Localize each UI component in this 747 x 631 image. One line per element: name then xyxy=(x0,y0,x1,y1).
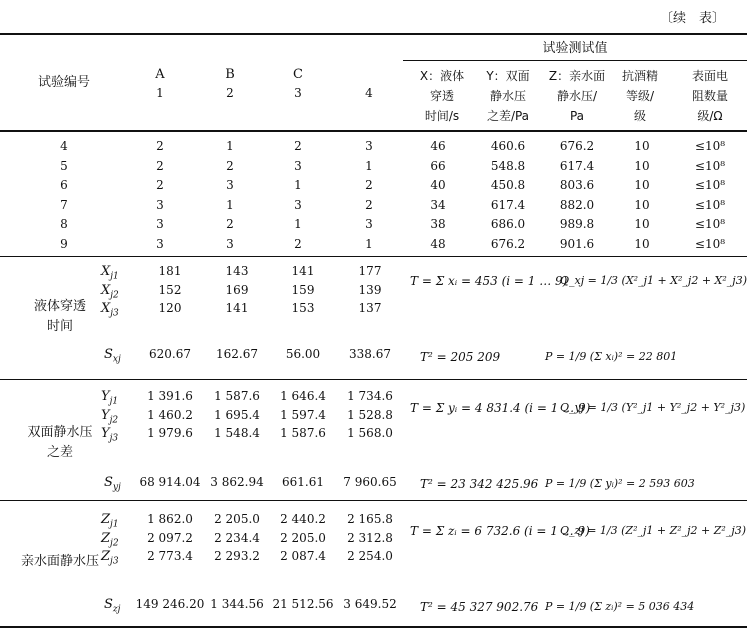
measure-x: 34 xyxy=(430,197,446,212)
continued-label: 〔续 表〕 xyxy=(660,11,726,26)
factor-level: 1 xyxy=(294,178,302,192)
measure-x: 48 xyxy=(430,236,446,251)
section-label: 亲水面静水压 xyxy=(20,554,100,569)
formula-total: T = Σ zᵢ = 6 732.6 (i = 1 … 9) xyxy=(410,524,590,538)
factor-level: 3 xyxy=(156,197,164,212)
level-sum: 141 xyxy=(225,301,249,315)
sum-of-squares: 3 649.52 xyxy=(343,597,397,611)
sum-of-squares: 68 914.04 xyxy=(139,475,201,489)
level-sum: 2 234.4 xyxy=(214,530,260,545)
factor-header-number: 3 xyxy=(294,86,302,100)
factor-level: 3 xyxy=(156,236,164,251)
measure-header-line: 静水压 xyxy=(489,89,527,103)
level-sum: 2 165.8 xyxy=(347,512,393,526)
measure-y: 617.4 xyxy=(490,197,526,212)
resistance-level: ≤10⁸ xyxy=(694,139,726,153)
alcohol-grade: 10 xyxy=(634,236,650,251)
sum-of-squares: 7 960.65 xyxy=(343,475,397,489)
measure-header-line: 穿透 xyxy=(429,89,455,103)
ss-symbol: $S_{yj}$ xyxy=(104,475,121,493)
resistance-level: ≤10⁸ xyxy=(694,217,726,231)
section-rule-1 xyxy=(0,256,747,257)
factor-level: 3 xyxy=(365,217,373,231)
measure-y: 460.6 xyxy=(490,139,526,153)
row-symbol: $Y_{j2}$ xyxy=(101,407,119,426)
level-sum: 139 xyxy=(358,282,382,297)
formula-p: P = 1/9 (Σ xᵢ)² = 22 801 xyxy=(545,350,678,363)
level-sum: 2 205.0 xyxy=(214,512,260,526)
level-sum: 2 773.4 xyxy=(147,549,193,563)
factor-level: 1 xyxy=(294,217,302,231)
factor-level: 2 xyxy=(226,217,234,231)
formula-q: Q_yj = 1/3 (Y²_j1 + Y²_j2 + Y²_j3) xyxy=(560,401,746,414)
level-sum: 153 xyxy=(291,301,315,315)
level-sum: 181 xyxy=(158,264,182,278)
measure-header-line: X：液体 xyxy=(419,69,465,83)
level-sum: 1 587.6 xyxy=(280,426,326,440)
trial-number: 5 xyxy=(60,158,68,173)
section-label: 时间 xyxy=(46,319,74,334)
row-symbol: $Z_{j2}$ xyxy=(101,530,119,549)
alcohol-grade: 10 xyxy=(634,178,650,192)
factor-header-number: 1 xyxy=(156,86,164,100)
formula-t-squared: T² = 23 342 425.96 xyxy=(420,477,539,491)
level-sum: 1 568.0 xyxy=(347,426,393,440)
factor-level: 3 xyxy=(226,178,234,192)
factor-header-letter: A xyxy=(155,67,165,82)
resistance-level: ≤10⁸ xyxy=(694,236,726,251)
measure-z: 882.0 xyxy=(559,197,595,212)
measure-y: 686.0 xyxy=(490,217,526,231)
sum-of-squares: 338.67 xyxy=(349,347,391,361)
formula-t-squared: T² = 205 209 xyxy=(420,350,501,364)
level-sum: 141 xyxy=(291,264,315,278)
formula-t-squared: T² = 45 327 902.76 xyxy=(420,600,539,614)
resistance-level: ≤10⁸ xyxy=(694,158,726,173)
formula-q: Q_zj = 1/3 (Z²_j1 + Z²_j2 + Z²_j3) xyxy=(560,524,747,537)
bottom-rule xyxy=(0,626,747,628)
sum-of-squares: 620.67 xyxy=(149,347,191,361)
measure-z: 617.4 xyxy=(559,158,595,173)
group-title: 试验测试值 xyxy=(542,41,608,56)
sum-of-squares: 3 862.94 xyxy=(210,475,264,489)
level-sum: 1 587.6 xyxy=(214,389,260,403)
measure-header-line: 静水压/ xyxy=(556,89,598,103)
header-bottom-rule xyxy=(0,130,747,132)
measure-z: 989.8 xyxy=(559,217,595,231)
factor-header-letter: C xyxy=(293,67,303,82)
level-sum: 169 xyxy=(225,282,249,297)
trial-number: 9 xyxy=(60,236,68,251)
level-sum: 1 597.4 xyxy=(280,407,326,422)
factor-level: 2 xyxy=(156,139,164,153)
level-sum: 1 734.6 xyxy=(347,389,393,403)
sum-of-squares: 661.61 xyxy=(282,475,324,489)
measure-header-line: 抗酒精 xyxy=(621,69,659,83)
measure-x: 40 xyxy=(430,178,446,192)
level-sum: 1 460.2 xyxy=(147,407,193,422)
level-sum: 2 097.2 xyxy=(147,530,193,545)
row-symbol: $Y_{j3}$ xyxy=(101,426,119,444)
level-sum: 2 293.2 xyxy=(214,549,260,563)
measure-z: 803.6 xyxy=(559,178,595,192)
measure-z: 676.2 xyxy=(559,139,595,153)
measure-x: 46 xyxy=(430,139,446,153)
factor-level: 2 xyxy=(294,236,302,251)
trial-number: 6 xyxy=(60,178,68,192)
measure-header-line: 表面电 xyxy=(691,69,729,83)
trial-number: 4 xyxy=(60,139,68,153)
alcohol-grade: 10 xyxy=(634,139,650,153)
formula-total: T = Σ xᵢ = 453 (i = 1 … 9) xyxy=(410,274,568,288)
measure-header-line: 阻数量 xyxy=(691,89,729,103)
sum-of-squares: 1 344.56 xyxy=(210,597,264,611)
level-sum: 177 xyxy=(358,264,382,278)
factor-level: 1 xyxy=(226,139,234,153)
measure-header-line: Y：双面 xyxy=(486,69,530,83)
section-rule-2 xyxy=(0,379,747,380)
measure-header-line: 时间/s xyxy=(424,109,460,123)
level-sum: 2 087.4 xyxy=(280,549,326,563)
measure-header-line: 级/Ω xyxy=(697,109,723,123)
row-symbol: $Z_{j1}$ xyxy=(101,512,119,530)
level-sum: 152 xyxy=(158,282,182,297)
factor-level: 1 xyxy=(365,158,373,173)
measure-header-line: Z：亲水面 xyxy=(548,69,606,83)
alcohol-grade: 10 xyxy=(634,158,650,173)
factor-header-number: 2 xyxy=(226,86,234,100)
measure-y: 676.2 xyxy=(490,236,526,251)
factor-level: 1 xyxy=(365,236,373,251)
factor-level: 3 xyxy=(226,236,234,251)
level-sum: 1 695.4 xyxy=(214,407,260,422)
measure-y: 548.8 xyxy=(490,158,526,173)
measure-header-line: 级 xyxy=(633,109,647,123)
trial-number: 8 xyxy=(60,217,68,231)
factor-level: 2 xyxy=(365,197,373,212)
measure-header-line: 之差/Pa xyxy=(486,109,530,123)
factor-level: 1 xyxy=(226,197,234,212)
measure-x: 66 xyxy=(430,158,446,173)
level-sum: 137 xyxy=(358,301,382,315)
row-symbol: $X_{j1}$ xyxy=(101,264,119,282)
factor-level: 3 xyxy=(365,139,373,153)
section-label: 液体穿透 xyxy=(33,299,87,314)
formula-q: Q_xj = 1/3 (X²_j1 + X²_j2 + X²_j3) xyxy=(560,274,747,287)
section-rule-3 xyxy=(0,500,747,501)
factor-header-letter: B xyxy=(225,67,235,82)
row-symbol: $Z_{j3}$ xyxy=(101,549,119,567)
level-sum: 1 528.8 xyxy=(347,407,393,422)
sum-of-squares: 21 512.56 xyxy=(272,597,334,611)
header-divider xyxy=(403,60,747,61)
measure-header-line: Pa xyxy=(569,109,585,123)
formula-p: P = 1/9 (Σ yᵢ)² = 2 593 603 xyxy=(545,477,695,490)
factor-level: 2 xyxy=(156,158,164,173)
formula-total: T = Σ yᵢ = 4 831.4 (i = 1 … 9) xyxy=(410,401,591,415)
level-sum: 1 979.6 xyxy=(147,426,193,440)
factor-level: 2 xyxy=(156,178,164,192)
section-label: 双面静水压 xyxy=(27,425,93,440)
sum-of-squares: 56.00 xyxy=(285,347,321,361)
trial-number: 7 xyxy=(60,197,68,212)
ss-symbol: $S_{zj}$ xyxy=(104,597,121,615)
row-symbol: $X_{j2}$ xyxy=(101,282,119,301)
factor-level: 2 xyxy=(365,178,373,192)
level-sum: 2 312.8 xyxy=(347,530,393,545)
row-symbol: $Y_{j1}$ xyxy=(101,389,119,407)
factor-level: 2 xyxy=(226,158,234,173)
alcohol-grade: 10 xyxy=(634,197,650,212)
top-rule xyxy=(0,33,747,35)
ss-symbol: $S_{xj}$ xyxy=(104,347,121,365)
section-label: 之差 xyxy=(46,445,74,460)
level-sum: 159 xyxy=(291,282,315,297)
level-sum: 143 xyxy=(225,264,249,278)
level-sum: 2 254.0 xyxy=(347,549,393,563)
measure-x: 38 xyxy=(430,217,446,231)
level-sum: 1 391.6 xyxy=(147,389,193,403)
factor-level: 3 xyxy=(294,197,302,212)
formula-p: P = 1/9 (Σ zᵢ)² = 5 036 434 xyxy=(545,600,695,613)
measure-z: 901.6 xyxy=(559,236,595,251)
measure-header-line: 等级/ xyxy=(625,89,655,103)
resistance-level: ≤10⁸ xyxy=(694,197,726,212)
sum-of-squares: 162.67 xyxy=(216,347,258,361)
factor-header-number: 4 xyxy=(365,86,373,100)
alcohol-grade: 10 xyxy=(634,217,650,231)
level-sum: 1 862.0 xyxy=(147,512,193,526)
level-sum: 2 205.0 xyxy=(280,530,326,545)
factor-level: 2 xyxy=(294,139,302,153)
level-sum: 1 646.4 xyxy=(280,389,326,403)
row-symbol: $X_{j3}$ xyxy=(101,301,119,319)
level-sum: 2 440.2 xyxy=(280,512,326,526)
resistance-level: ≤10⁸ xyxy=(694,178,726,192)
measure-y: 450.8 xyxy=(490,178,526,192)
level-sum: 1 548.4 xyxy=(214,426,260,440)
level-sum: 120 xyxy=(158,301,182,315)
sum-of-squares: 149 246.20 xyxy=(135,597,205,611)
trial-id-header: 试验编号 xyxy=(38,75,91,90)
factor-level: 3 xyxy=(294,158,302,173)
factor-level: 3 xyxy=(156,217,164,231)
